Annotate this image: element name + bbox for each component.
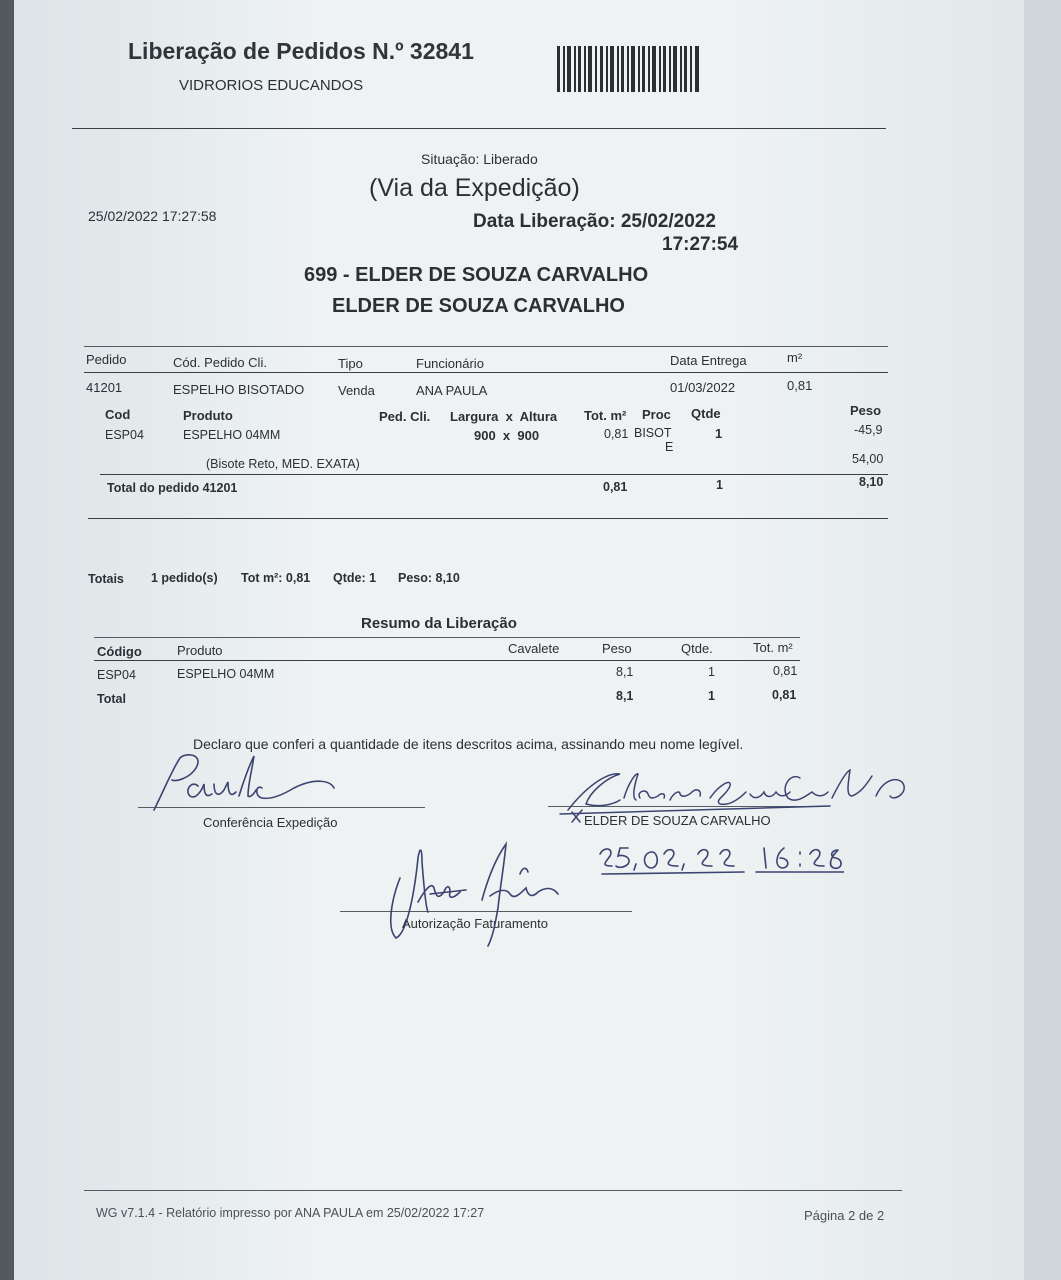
col-header-cod-pedido-cli: Cód. Pedido Cli. [173,355,267,370]
item-peso: -45,9 [854,423,883,437]
resumo-header-peso: Peso [602,641,632,656]
resumo-row-qtde: 1 [708,665,715,679]
conferencia-signature [144,750,344,815]
client-name: ELDER DE SOUZA CARVALHO [332,295,625,317]
col-header-tipo: Tipo [338,356,363,371]
item-header-peso: Peso [850,403,882,418]
resumo-header-cavalete: Cavalete [508,641,560,656]
conferencia-label: Conferência Expedição [203,815,338,830]
order-table-header-rule [84,372,888,373]
order-table-bottom-rule [88,518,888,519]
item-cod: ESP04 [105,428,144,442]
item-qtde: 1 [715,426,723,441]
item-header-qtde: Qtde [691,406,721,421]
footer-page-number: Página 2 de 2 [804,1208,885,1223]
cliente-label: ELDER DE SOUZA CARVALHO [584,813,771,828]
item-observacao-valor: 54,00 [852,452,884,466]
cliente-signature [550,752,930,832]
footer-printed-by: WG v7.1.4 - Relatório impresso por ANA PAULA em 25/02/2022 17:27 [96,1206,485,1220]
item-proc-wrap: E [665,440,674,454]
document-title: Liberação de Pedidos N.º 32841 [128,38,474,64]
resumo-header-tot-m2: Tot. m² [753,640,793,655]
resumo-total-peso: 8,1 [616,689,634,703]
order-tipo: Venda [338,383,375,398]
order-total-rule [100,474,888,475]
company-name: VIDRORIOS EDUCANDOS [179,77,364,94]
item-observacao: (Bisote Reto, MED. EXATA) [206,457,360,471]
item-produto: ESPELHO 04MM [183,428,281,442]
resumo-top-rule [94,637,800,638]
totals-pedidos: 1 pedido(s) [151,571,218,585]
totals-qtde: Qtde: 1 [333,571,377,585]
printed-datetime: 25/02/2022 17:27:58 [88,208,217,224]
item-header-tot-m2: Tot. m² [584,408,627,423]
order-total-peso: 8,10 [859,475,884,489]
col-header-pedido: Pedido [86,352,127,367]
resumo-total-label: Total [97,692,126,706]
barcode-image [557,46,699,92]
resumo-row-tot-m2: 0,81 [773,664,798,678]
totals-peso: Peso: 8,10 [398,571,460,585]
order-table-top-rule [84,346,888,347]
handwritten-date [594,840,844,884]
autorizacao-signature [370,838,570,950]
item-header-proc: Proc [642,407,671,422]
order-cod-pedido-cli: ESPELHO BISOTADO [173,382,305,397]
item-dimensoes: 900 x 900 [474,428,540,443]
release-date: Data Liberação: 25/02/2022 [473,211,716,232]
item-header-cod: Cod [105,407,131,422]
resumo-header-produto: Produto [177,643,223,658]
client-code-name: 699 - ELDER DE SOUZA CARVALHO [304,264,649,286]
col-header-m2: m² [787,350,803,365]
resumo-header-codigo: Código [97,644,142,659]
totals-m2: Tot m²: 0,81 [241,571,311,585]
autorizacao-label: Autorização Faturamento [402,916,548,931]
item-header-produto: Produto [183,408,233,423]
order-data-entrega: 01/03/2022 [670,380,736,395]
item-header-ped-cli: Ped. Cli. [379,409,431,424]
declaration-text: Declaro que conferi a quantidade de itens descritos acima, assinando meu nome legível. [193,736,744,752]
order-total-label: Total do pedido 41201 [107,481,238,495]
resumo-title: Resumo da Liberação [361,615,517,632]
status-text: Situação: Liberado [421,151,538,167]
footer-rule [84,1190,902,1191]
order-m2: 0,81 [787,378,813,393]
via-label: (Via da Expedição) [369,174,580,202]
order-pedido: 41201 [86,380,123,395]
col-header-funcionario: Funcionário [416,356,484,371]
resumo-row-produto: ESPELHO 04MM [177,667,275,681]
totals-label: Totais [88,572,124,586]
resumo-header-rule [94,660,800,661]
resumo-total-tot-m2: 0,81 [772,688,797,702]
resumo-header-qtde: Qtde. [681,641,713,656]
resumo-row-peso: 8,1 [616,665,634,679]
order-total-qtde: 1 [716,478,723,492]
item-proc: BISOT [634,426,672,440]
background-edge [0,0,14,1280]
resumo-total-qtde: 1 [708,689,715,703]
release-time: 17:27:54 [662,234,739,255]
col-header-data-entrega: Data Entrega [670,353,747,368]
resumo-row-codigo: ESP04 [97,668,136,682]
order-funcionario: ANA PAULA [416,383,488,398]
item-header-largura-altura: Largura x Altura [450,409,558,424]
background-paper-edge [1024,0,1061,1280]
item-tot-m2: 0,81 [604,427,629,441]
header-divider [72,128,886,129]
document-sheet [14,0,1024,1280]
order-total-m2: 0,81 [603,480,628,494]
